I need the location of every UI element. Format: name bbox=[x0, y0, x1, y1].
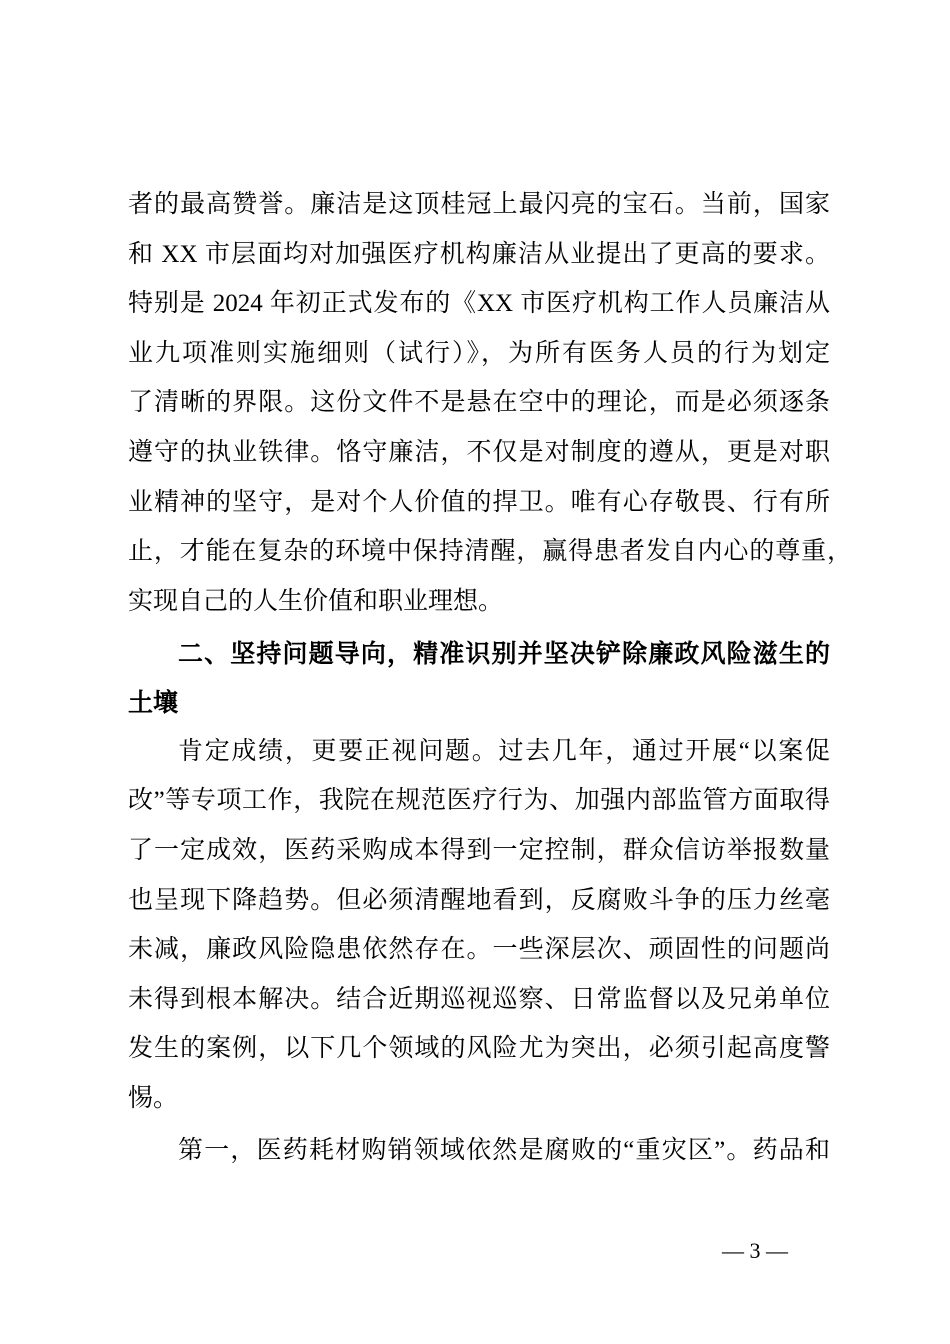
body-text-line: 止，才能在复杂的环境中保持清醒，赢得患者发自内心的尊重， bbox=[128, 538, 852, 565]
body-text-line: 第一，医药耗材购销领域依然是腐败的“重灾区”。药品和 bbox=[178, 1137, 830, 1164]
body-text-line: 也呈现下降趋势。但必须清醒地看到，反腐败斗争的压力丝毫 bbox=[128, 887, 830, 914]
body-text-line: 实现自己的人生价值和职业理想。 bbox=[128, 588, 504, 615]
body-text-line: 改”等专项工作，我院在规范医疗行为、加强内部监管方面取得 bbox=[128, 787, 830, 814]
body-text-line: 了一定成效，医药采购成本得到一定控制，群众信访举报数量 bbox=[128, 837, 830, 864]
body-text-line: 业九项准则实施细则（试行）》，为所有医务人员的行为划定 bbox=[128, 340, 830, 367]
body-text-line: 遵守的执业铁律。恪守廉洁，不仅是对制度的遵从，更是对职 bbox=[128, 439, 830, 466]
body-text-line: 特别是 2024 年初正式发布的《XX 市医疗机构工作人员廉洁从 bbox=[128, 290, 830, 317]
section-heading-continued: 土壤 bbox=[128, 688, 179, 717]
body-text-line: 未得到根本解决。结合近期巡视巡察、日常监督以及兄弟单位 bbox=[128, 986, 830, 1013]
body-text-line: 发生的案例，以下几个领域的风险尤为突出，必须引起高度警 bbox=[128, 1035, 830, 1062]
body-text-line: 者的最高赞誉。廉洁是这顶桂冠上最闪亮的宝石。当前，国家 bbox=[128, 191, 830, 218]
body-text-line: 和 XX 市层面均对加强医疗机构廉洁从业提出了更高的要求。 bbox=[128, 241, 830, 268]
body-text-line: 惕。 bbox=[128, 1085, 179, 1112]
body-text-line: 肯定成绩，更要正视问题。过去几年，通过开展“以案促 bbox=[178, 738, 830, 765]
section-heading: 二、坚持问题导向，精准识别并坚决铲除廉政风险滋生的 bbox=[178, 639, 830, 668]
body-text-line: 业精神的坚守，是对个人价值的捍卫。唯有心存敬畏、行有所 bbox=[128, 489, 830, 516]
body-text-line: 未减，廉政风险隐患依然存在。一些深层次、顽固性的问题尚 bbox=[128, 936, 830, 963]
page-number: — 3 — bbox=[722, 1238, 788, 1263]
body-text-line: 了清晰的界限。这份文件不是悬在空中的理论，而是必须逐条 bbox=[128, 389, 830, 416]
